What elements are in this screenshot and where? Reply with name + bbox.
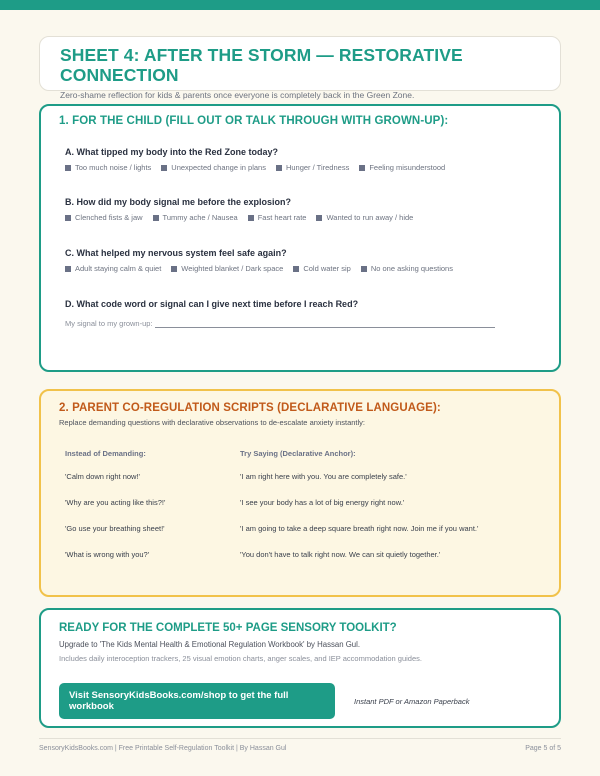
declarative-phrase: 'I am right here with you. You are completely safe.' [240, 471, 407, 481]
footer [39, 745, 561, 752]
table-row [65, 541, 535, 567]
checkbox-square-icon [65, 165, 71, 171]
column-header-instead: Instead of Demanding: [65, 448, 146, 458]
checkbox-square-icon [359, 165, 365, 171]
table-row [65, 489, 535, 515]
table-row [65, 463, 535, 489]
checkbox-square-icon [161, 165, 167, 171]
checkbox-square-icon [65, 266, 71, 272]
checkbox-square-icon [276, 165, 282, 171]
page-number: Page 5 of 5 [525, 745, 561, 752]
option-label: Fast heart rate [257, 213, 307, 222]
question-a: A. What tipped my body into the Red Zone today? [65, 147, 278, 157]
question-c: C. What helped my nervous system feel safe again? [65, 248, 287, 258]
cta-row [59, 683, 469, 719]
signal-write-line[interactable] [155, 319, 495, 328]
option-label: No one asking questions [370, 264, 453, 273]
option-label: Tummy ache / Nausea [162, 213, 238, 222]
option-checkbox[interactable] [171, 264, 283, 273]
declarative-phrase: 'You don't have to talk right now. We can sit quietly together.' [240, 549, 441, 559]
declarative-phrase: 'I see your body has a lot of big energy right now.' [240, 497, 405, 507]
demanding-phrase: 'Why are you acting like this?!' [65, 497, 166, 507]
checkbox-square-icon [171, 266, 177, 272]
format-note: Instant PDF or Amazon Paperback [354, 696, 470, 706]
option-label: Hunger / Tiredness [285, 163, 350, 172]
option-label: Too much noise / lights [75, 163, 152, 172]
option-checkbox[interactable] [153, 213, 238, 222]
checkbox-square-icon [361, 266, 367, 272]
demanding-phrase: 'What is wrong with you?' [65, 549, 150, 559]
option-label: Feeling misunderstood [369, 163, 446, 172]
top-accent-bar [0, 0, 600, 10]
option-checkbox[interactable] [161, 163, 266, 172]
declarative-phrase: 'I am going to take a deep square breath right now. Join me if you want.' [240, 523, 479, 533]
parent-section-title: 2. PARENT CO-REGULATION SCRIPTS (DECLARATIVE LANGUAGE): [59, 402, 441, 414]
checkbox-square-icon [293, 266, 299, 272]
question-b-options [65, 213, 413, 222]
child-section-title: 1. FOR THE CHILD (FILL OUT OR TALK THROUGH WITH GROWN-UP): [59, 115, 449, 127]
question-c-options [65, 264, 453, 273]
checkbox-square-icon [248, 215, 254, 221]
option-label: Adult staying calm & quiet [75, 264, 162, 273]
option-checkbox[interactable] [361, 264, 453, 273]
option-label: Unexpected change in plans [171, 163, 266, 172]
question-d: D. What code word or signal can I give next time before I reach Red? [65, 299, 359, 309]
option-label: Wanted to run away / hide [326, 213, 414, 222]
page-subtitle: Zero-shame reflection for kids & parents once everyone is completely back in the Green Zone. [60, 90, 415, 100]
promo-upgrade-text: Upgrade to 'The Kids Mental Health & Emotional Regulation Workbook' by Hassan Gul. [59, 640, 361, 649]
option-checkbox[interactable] [276, 163, 349, 172]
column-header-try: Try Saying (Declarative Anchor): [240, 448, 356, 458]
parent-section [39, 389, 561, 597]
signal-label: My signal to my grown-up: [65, 319, 153, 328]
header-card [39, 36, 561, 100]
page-title: SHEET 4: AFTER THE STORM — RESTORATIVE CONNECTION [60, 45, 463, 85]
option-checkbox[interactable] [316, 213, 413, 222]
question-b: B. How did my body signal me before the explosion? [65, 197, 292, 207]
option-checkbox[interactable] [65, 213, 143, 222]
option-checkbox[interactable] [65, 163, 151, 172]
option-checkbox[interactable] [293, 264, 351, 273]
footer-divider [39, 738, 561, 739]
demanding-phrase: 'Go use your breathing sheet!' [65, 523, 165, 533]
checkbox-square-icon [153, 215, 159, 221]
signal-field[interactable] [65, 319, 495, 328]
option-label: Cold water sip [303, 264, 351, 273]
table-row [65, 515, 535, 541]
parent-section-subtitle: Replace demanding questions with declarative observations to de-escalate anxiety instantly: [59, 418, 366, 427]
option-label: Clenched fists & jaw [75, 213, 143, 222]
demanding-phrase: 'Calm down right now!' [65, 471, 140, 481]
visit-shop-button[interactable]: Visit SensoryKidsBooks.com/shop to get the full workbook [59, 683, 335, 719]
option-checkbox[interactable] [248, 213, 307, 222]
option-checkbox[interactable] [359, 163, 445, 172]
scripts-table [65, 443, 535, 567]
promo-section [39, 608, 561, 728]
option-label: Weighted blanket / Dark space [181, 264, 284, 273]
checkbox-square-icon [316, 215, 322, 221]
promo-title: READY FOR THE COMPLETE 50+ PAGE SENSORY TOOLKIT? [59, 622, 397, 634]
question-a-options [65, 163, 445, 172]
promo-includes-text: Includes daily interoception trackers, 25 visual emotion charts, anger scales, and IEP accommodation guides. [59, 654, 422, 663]
option-checkbox[interactable] [65, 264, 161, 273]
child-section [39, 104, 561, 372]
table-header [65, 443, 535, 463]
footer-credits: SensoryKidsBooks.com | Free Printable Self-Regulation Toolkit | By Hassan Gul [39, 745, 287, 752]
checkbox-square-icon [65, 215, 71, 221]
